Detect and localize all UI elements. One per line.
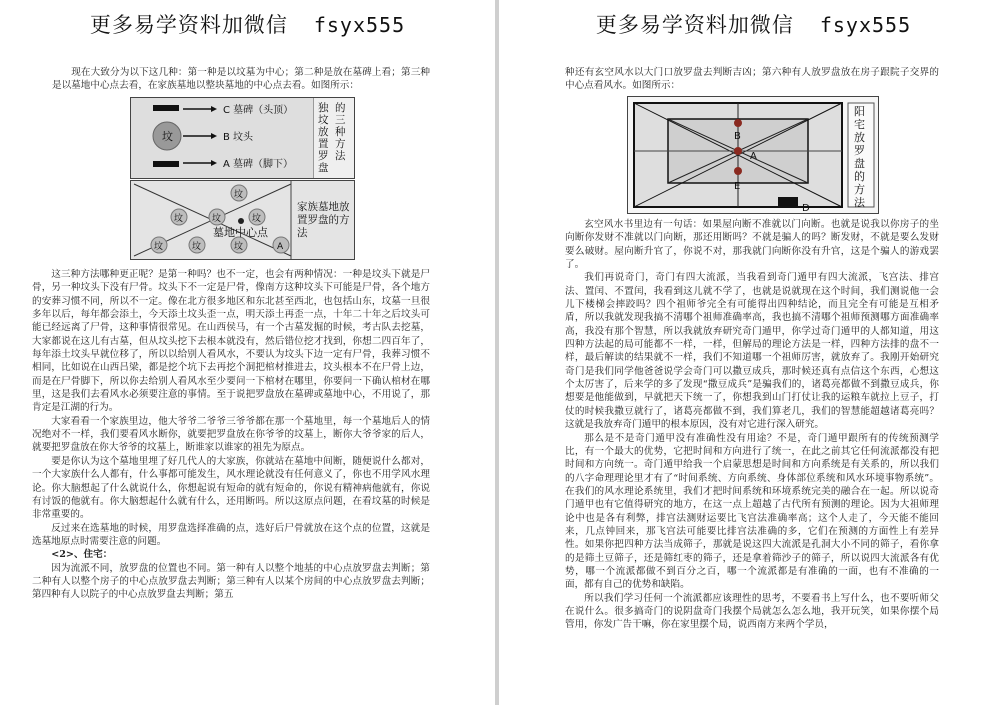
mound-label: 坟 <box>162 130 173 143</box>
mound-label: 坟 <box>154 242 164 252</box>
paragraph: 要是你认为这个墓地里埋了好几代人的大家族，你就站在墓地中间断，随便说什么都对，一个大家族什么人都有，什么事都可能发生，风水理论就没有任何意义了，你也不用学风水理论。你大脑想起了什么就说什么，你想起说有短命的就有短命的，你说有精神病他就有，你说有讨饭的他就有。你大脑想起什么就有什么，还用断吗。所以这原点问题，在看坟墓的时候是非常重要的。 <box>32 455 430 521</box>
header-wechat-id: fsyx555 <box>819 13 912 37</box>
point-label: D <box>802 203 810 213</box>
center-label: 墓地中心点 <box>213 226 268 239</box>
row-a-label: A 墓碑（脚下） <box>223 159 294 170</box>
figure-single-grave <box>130 97 355 179</box>
center-point <box>238 218 244 224</box>
point-label: A <box>750 151 757 162</box>
mound-label: 坟 <box>192 242 202 252</box>
mound-label: 坟 <box>174 214 184 224</box>
paragraph: 现在大致分为以下这几种：第一种是以坟墓为中心；第二种是放在墓碑上看；第三种是以墓地中心点去看，在家族墓地以整块墓地的中心点去看。如图所示： <box>52 67 430 92</box>
mound-label: 坟 <box>234 242 244 252</box>
point-label: B <box>734 131 741 142</box>
paragraph: 种还有玄空风水以大门口放罗盘去判断吉凶；第六种有人放罗盘放在房子跟院子交界的中心点看风水。如图所示： <box>565 67 939 92</box>
left-page-header <box>0 9 495 39</box>
paragraph: 大家看看一个家族里边，他大爷爷二爷爷三爷爷都在那一个墓地里，每一个墓地后人的情况绝对不一样，我们要看风水断你，就要把罗盘放在你爷爷的坟墓上，断你大爷爷家的后人，就要把罗盘放在你大爷爷的坟墓上，断谁家以谁家的祖先为原点。 <box>32 415 430 454</box>
paragraph: 这三种方法哪种更正呢？是第一种吗？也不一定，也会有两种情况：一种是坟头下就是尸骨，另一种坟头下没有尸骨。坟头下不一定是尸骨，像南方这种坟头下可能是尸骨，各个地方的安葬习惯不同，所以不一定。像在北方很多地区和东北甚至西北，也包括山东，坟墓一旦很多年以后，每年都会添土，今天添土坟头歪一点，明天添土再歪一点，十年二十年之后坟头可能已经远离了尸骨，这种事情很常见。在山西侯马，有一个古墓发掘的时候，考古队去挖墓，大家都说在这儿有古墓，但从坟头挖下去根本就没有，然后错位挖才找到，你想二四百年了，每年添土坟头早就位移了，所以以给别人看风水，不要认为坟头下边一定有尸骨，我葬习惯不相同，比如说在山西吕梁，都是挖个坑下去再挖个洞把棺材推进去，坟头根本不在尸骨上边，而是在尸骨脚下，所以你去给别人看风水至少要问一下棺材在哪里，你要问一下确认棺材在哪里，这是我们去看风水必须要注意的事情。至于说把罗盘放在墓碑或墓地中心，不用说了，那肯定是江湖的行为。 <box>32 269 430 414</box>
header-title: 更多易学资料加微信 <box>595 13 794 37</box>
header-title: 更多易学资料加微信 <box>89 13 288 37</box>
header-wechat-id: fsyx555 <box>313 13 406 37</box>
figure-family-graveyard <box>130 180 355 260</box>
fig2-side-label: 家族墓地放置罗盘的方法 <box>297 201 350 239</box>
section-title: <2>、住宅： <box>51 549 113 561</box>
a-label: A <box>277 242 284 252</box>
right-page-header <box>499 9 1008 39</box>
mound-label: 坟 <box>212 214 222 224</box>
mound-label: 坟 <box>252 214 262 224</box>
right-body <box>565 218 939 632</box>
right-intro <box>565 66 939 93</box>
figure-house-compass <box>627 96 879 214</box>
paragraph: 那么是不是奇门遁甲没有准确性没有用途？不是，奇门遁甲跟所有的传统预测学比，有一个最大的优势，它把时间和方向进行了统一，在此之前其它任何流派都没有把时间和方向统一。奇门遁甲给我一个启蒙思想是时间和方向系统是有关系的，所以我们的八字命理理论里才有了“时间系统、方向系统、身体部位系统和风水环境事物系统”。在我们的风水理论系统里，我们才把时间系统和环境系统完美的融合在一起。所以说奇门遁甲也有它值得研究的地方，在这一点上超越了古代所有预测的理论。因为大祖师理论中也是各有利弊，排宫法测财运要比飞宫法准确率高；这个人走了，今天能不能回来，几点钟回来，那飞宫法可能要比排宫法准确的多，它们在预测的方面性上有差异性。如果你把四种方法当成筛子，那就是说这四大流派是孔洞大小不同的筛子，看你拿的是筛土豆筛子，还是筛红枣的筛子，还是拿着筛沙子的筛子，所以说四大流派各有优势，哪一个流派都做不到百分之百，哪一个流派都是有准确的一面，也有不准确的一面，都有自己的优势和缺陷。 <box>565 432 939 591</box>
point-label: E <box>734 181 741 192</box>
fig3-side-label: 阳宅放罗盘的方法 <box>854 105 865 209</box>
row-b-label: B 坟头 <box>223 132 254 143</box>
fig1-side-label-2: 的三种方法 <box>335 102 346 162</box>
mound-label: 坟 <box>234 190 244 200</box>
paragraph: 所以我们学习任何一个流派都应该理性的思考，不要看书上写什么，也不要听师父在说什么。很多搞奇门的说阴盘奇门我摆个局就怎么怎么地，我开玩笑，如果你摆个局管用，你发广告干嘛，你在家里摆个局，说西南方来两个学员， <box>565 592 939 631</box>
left-body <box>32 268 430 602</box>
left-page <box>0 0 495 705</box>
figure-house-compass-drawing <box>628 97 878 213</box>
row-c-label: C 墓碑（头顶） <box>223 105 294 116</box>
paragraph: 我们再说奇门，奇门有四大流派，当我看到奇门遁甲有四大流派，飞宫法、排宫法、置闰、不置闰，我看到这儿就不学了，也就是说就现在这个时间，我们测说他一会儿下楼梯会摔跤吗？四个祖师爷完全有可能得出四种结论，而且完全有可能是互相矛盾，所以我就发现我搞不清哪个祖师准确率高，我也搞不清哪个祖师预测哪方面准确率高，我没有那个智慧，所以我就放弃研究奇门遁甲，你学过奇门遁甲的人都知道，用这四种方法起的局可能都不一样，一样，但解局的理论方法是一样，四种方法排的盘不一样，最后解读的结果就不一样，我们不知道哪一个祖师厉害，就放弃了。我刚开始研究奇门是我们同学他爸爸说学会奇门可以撒豆成兵，那时候还真有点信这个东西，心想这个太厉害了，后来学的多了发现“撒豆成兵”是骗我们的，诸葛亮都做不到撒豆成兵，你想要是他能做到，早就把天下统一了，你想我到山门打仗让我的运粮车就拉上豆子，打仗的时候我撒豆就行了，诸葛亮都做不到，我们算老几，我们的智慧能超越诸葛亮吗？这就是我放弃奇门遁甲的根本原因，没有对它进行深入研究。 <box>565 272 939 431</box>
paragraph: 因为流派不同，放罗盘的位置也不同。第一种有人以整个地基的中心点放罗盘去判断；第二种有人以整个房子的中心点放罗盘去判断；第三种有人以某个房间的中心点放罗盘去判断；第四种有人以院子的中心点放罗盘去判断；第五 <box>32 562 430 601</box>
right-page <box>499 0 1008 705</box>
paragraph: 玄空风水书里边有一句话：如果屋向断不准就以门向断。也就是说我以你房子的坐向断你发财不准就以门向断，那还用断吗？不就是骗人的吗？断发财，不就是要么发财要么破财。屋向断升官了，你说不对，那我就门向断你没有升官，这是个骗人的游戏罢了。 <box>565 219 939 271</box>
fig1-side-label: 独坟放置罗盘 <box>318 102 329 174</box>
left-intro <box>52 66 430 93</box>
paragraph: 反过来在选墓地的时候，用罗盘选择准确的点，选好后尸骨就放在这个点的位置，这就是选墓地原点时需要注意的问题。 <box>32 522 430 547</box>
